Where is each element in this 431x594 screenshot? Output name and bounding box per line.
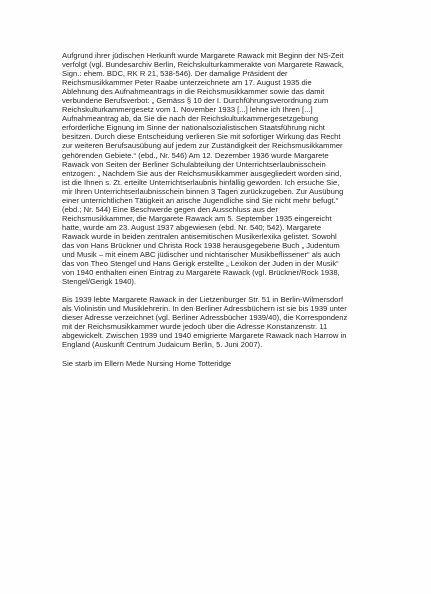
paragraph-spacer [62,286,380,295]
document-body [62,51,380,368]
paragraph-death: Sie starb im Ellern Mede Nursing Home Totteridge [62,358,232,368]
paragraph-persecution: Aufgrund ihrer jüdischen Herkunft wurde Margarete Rawack mit Beginn der NS-Zeit verfolgt (vgl. Bundesarchiv Berlin, Reichskulturkammerakte von Margarete Rawack, Sign.: ehem. BDC, RK R 21, 538-546). Der damalige Präsident der Reichsmusikkammer Peter Raabe unterzeichnete am 17. August 1935 die Ablehnung des Aufnahmeantrags in die Reichsmusikkammer sowie das damit verbundene Berufsverbot: „ Gemäss § 10 der I. Durchführungsverordnung zum Reichskulturkammergesetz vom 1. November 1933 [...] lehne ich Ihren [...] Aufnahmeantrag ab, da Sie die nach der Reichskulturkammergesetzgebung erforderliche Eignung im Sinne der nationalsozialistischen Staatsführung nicht besitzen. Durch diese Entscheidung verlieren Sie mit sofortiger Wirkung das Recht zur weiteren Berufsausübung auf jedem zur Zuständigkeit der Reichsmusikkammer gehörenden Gebiete.“ (ebd., Nr. 546) Am 12. Dezember 1936 wurde Margarete Rawack von Seiten der Berliner Schulabteilung der Unterrichtserlaubnisschein entzogen: „ Nachdem Sie aus der Reichsmusikkammer ausgegliedert worden sind, ist die Ihnen s. Zt. erteilte Unterrichtserlaubnis hinfällig geworden. Ich ersuche Sie, mir Ihren Unterrichtserlaubnisschein binnen 3 Tagen zurückzugeben. Zur Ausübung einer unterrichtlichen Tätigkeit an arische Jugendliche sind Sie nicht mehr befugt.“ (ebd.; Nr. 544) Eine Beschwerde gegen den Ausschluss aus der Reichsmusikkammer, die Margarete Rawack am 5. September 1935 eingereicht hatte, wurde am 23. August 1937 abgewiesen (ebd. Nr. 540; 542). Margarete Rawack wurde in beiden zentralen antisemitischen Musikerlexika gelistet. Sowohl das von Hans Brückner und Christa Rock 1938 herausgegebene Buch „ Judentum und Musik – mit einem ABC jüdischer und nichtarischer Musikbeflissener“ als auch das von Theo Stengel und Hans Gerigk erstellte „ Lexikon der Juden in der Musik“ von 1940 enthalten einen Eintrag zu Margarete Rawack (vgl. Brückner/Rock 1938, Stengel/Gerigk 1940). [62,51,344,287]
paragraph-emigration: Bis 1939 lebte Margarete Rawack in der Lietzenburger Str. 51 in Berlin-Wilmersdorf als Violinistin und Musiklehrerin. In den Berliner Adressbüchern ist sie bis 1939 unter dieser Adresse verzeichnet (vgl. Berliner Adressbücher 1939/40), die Korrespondenz mit der Reichsmusikkammer wurde jedoch über die Adresse Konstanzenstr. 11 abgewickelt. Zwischen 1939 und 1940 emigrierte Margarete Rawack nach Harrow in England (Auskunft Centrum Judaicum Berlin, 5. Juni 2007). [62,295,348,350]
paragraph-spacer [62,350,380,359]
